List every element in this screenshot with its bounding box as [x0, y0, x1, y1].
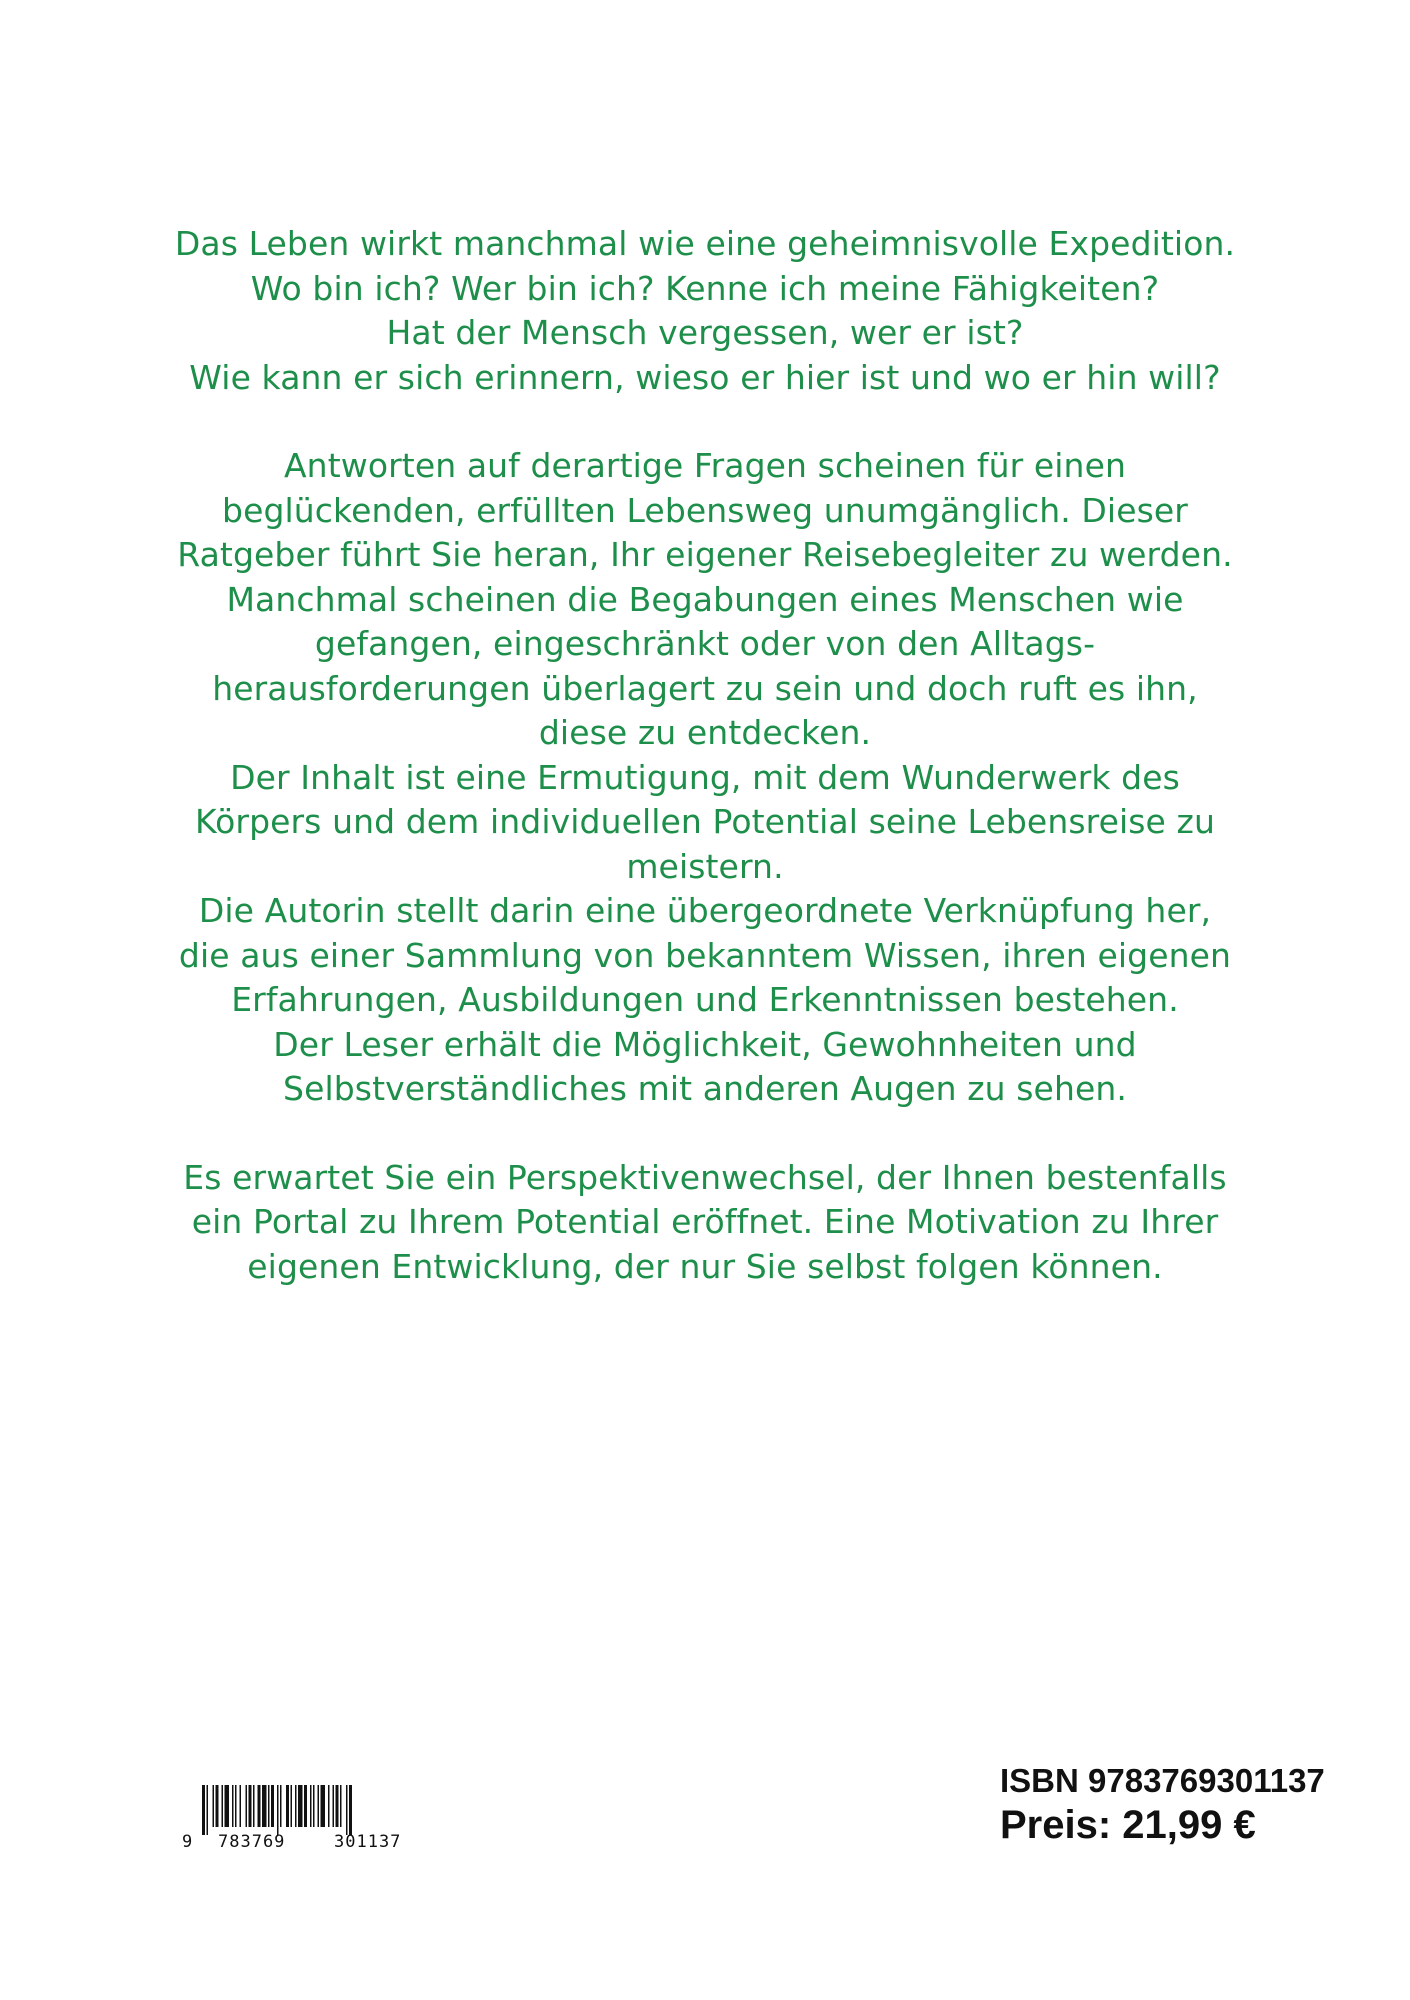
barcode-bar [286, 1785, 289, 1827]
barcode-bar [232, 1785, 234, 1827]
barcode [180, 1783, 460, 1851]
blurb-paragraph-3 [150, 1156, 1260, 1290]
blurb-line: Der Leser erhält die Möglichkeit, Gewohnheiten und [273, 1024, 1137, 1064]
blurb-line: herausforderungen überlagert zu sein und doch ruft es ihn, [212, 668, 1198, 708]
barcode-bar [216, 1785, 219, 1827]
blurb-paragraph-1 [150, 222, 1260, 400]
blurb-line: die aus einer Sammlung von bekanntem Wissen, ihren eigenen [178, 935, 1232, 975]
barcode-icon [180, 1783, 460, 1851]
barcode-bar [295, 1785, 297, 1827]
barcode-bar [310, 1785, 312, 1827]
blurb-line: Das Leben wirkt manchmal wie eine geheimnisvolle Expedition. [174, 224, 1236, 263]
barcode-bar [313, 1785, 315, 1827]
blurb-line: beglückenden, erfüllten Lebensweg unumgänglich. Dieser [222, 490, 1188, 530]
barcode-bar [240, 1785, 242, 1827]
barcode-bar [271, 1785, 274, 1827]
blurb-line: Die Autorin stellt darin eine übergeordnete Verknüpfung her, [198, 891, 1212, 930]
blurb-line: gefangen, eingeschränkt oder von den Alltags- [314, 624, 1096, 663]
barcode-bar [268, 1785, 270, 1827]
blurb-paragraph-2 [150, 444, 1260, 1112]
barcode-bar [277, 1785, 279, 1835]
barcode-bar [222, 1785, 224, 1827]
barcode-bar [346, 1785, 348, 1835]
isbn-label: ISBN 9783769301137 [1000, 1762, 1325, 1799]
blurb-line: Hat der Mensch vergessen, wer er ist? [386, 313, 1024, 352]
price-label: Preis: 21,99 € [1000, 1803, 1256, 1847]
barcode-bar [349, 1785, 352, 1835]
barcode-bar [280, 1785, 282, 1827]
barcode-bar [249, 1785, 252, 1827]
barcode-bar [207, 1785, 209, 1835]
blurb-line: Selbstverständliches mit anderen Augen zu sehen. [283, 1069, 1127, 1108]
blurb-line: Ratgeber führt Sie heran, Ihr eigener Reisebegleiter zu werden. [177, 535, 1233, 574]
barcode-bar [235, 1785, 237, 1827]
barcode-bar [336, 1785, 339, 1827]
barcode-bar [298, 1785, 303, 1827]
blurb-line: eigenen Entwicklung, der nur Sie selbst folgen können. [247, 1246, 1163, 1286]
barcode-bar [258, 1785, 261, 1827]
blurb-line: Wie kann er sich erinnern, wieso er hier ist und wo er hin will? [189, 357, 1221, 397]
blurb-line: Wo bin ich? Wer bin ich? Kenne ich meine Fähigkeiten? [250, 268, 1160, 308]
blurb-line: diese zu entdecken. [538, 713, 872, 752]
barcode-bar [225, 1785, 230, 1827]
blurb-line: Es erwartet Sie ein Perspektivenwechsel, der Ihnen bestenfalls [183, 1157, 1227, 1197]
blurb-line: meistern. [626, 846, 784, 886]
barcode-bar [253, 1785, 255, 1827]
barcode-bar [262, 1785, 267, 1827]
blurb-line: Manchmal scheinen die Begabungen eines Menschen wie [226, 579, 1184, 619]
blurb-line: Körpers und dem individuellen Potential seine Lebensreise zu [195, 802, 1215, 841]
barcode-bar [213, 1785, 215, 1827]
barcode-lead-digit: 9 [182, 1832, 193, 1851]
barcode-bars [202, 1785, 352, 1835]
blurb-line: Erfahrungen, Ausbildungen und Erkenntnissen bestehen. [231, 980, 1179, 1019]
barcode-bar [291, 1785, 293, 1827]
barcode-bar [304, 1785, 307, 1827]
barcode-bar [333, 1785, 335, 1827]
blurb-line: Der Inhalt ist eine Ermutigung, mit dem Wunderwerk des [230, 757, 1180, 797]
barcode-bar [340, 1785, 342, 1827]
barcode-right-digits: 301137 [334, 1832, 402, 1851]
blurb-line: Antworten auf derartige Fragen scheinen für einen [284, 446, 1126, 485]
barcode-bar [246, 1785, 248, 1827]
barcode-bar [318, 1785, 320, 1827]
barcode-bar [321, 1785, 326, 1827]
barcode-bar [202, 1785, 205, 1835]
blurb-line: ein Portal zu Ihrem Potential eröffnet. Eine Motivation zu Ihrer [191, 1202, 1219, 1241]
barcode-bar [328, 1785, 330, 1827]
blurb-text [150, 222, 1260, 1289]
barcode-left-digits: 783769 [218, 1832, 286, 1851]
